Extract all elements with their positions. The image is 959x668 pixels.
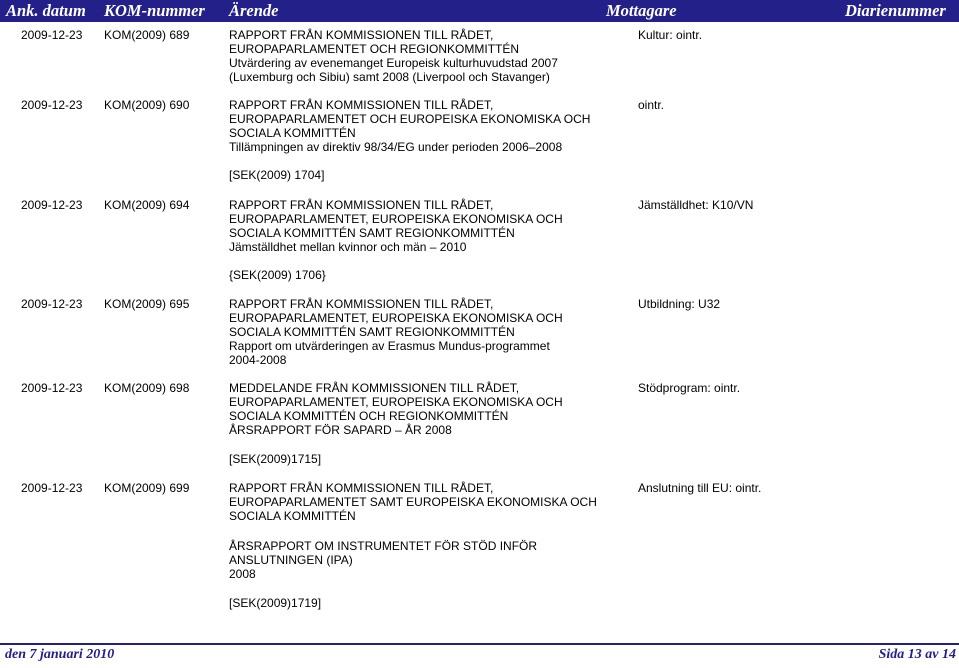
header-kom-nummer: KOM-nummer xyxy=(104,1,205,20)
header-mottagare: Mottagare xyxy=(606,1,677,20)
entry-title-line: EUROPAPARLAMENTET SAMT EUROPEISKA EKONOMISKA OCH xyxy=(229,495,597,509)
header-ank-datum: Ank. datum xyxy=(6,1,86,20)
entry-subtitle-line: 2008 xyxy=(229,567,256,581)
entry-recipient: Utbildning: U32 xyxy=(638,297,721,311)
entry-title-line: EUROPAPARLAMENTET, EUROPEISKA EKONOMISKA OCH xyxy=(229,311,563,325)
entry-title-line: Jämställdhet mellan kvinnor och män – 2010 xyxy=(229,240,467,254)
entry-title-line: RAPPORT FRÅN KOMMISSIONEN TILL RÅDET, xyxy=(229,28,494,42)
entry-recipient: Kultur: ointr. xyxy=(638,28,703,42)
entry-kom-number: KOM(2009) 695 xyxy=(104,297,190,311)
entry-title-line: RAPPORT FRÅN KOMMISSIONEN TILL RÅDET, xyxy=(229,481,494,495)
entry-sek-reference: [SEK(2009)1719] xyxy=(229,596,322,610)
entry-recipient: ointr. xyxy=(638,98,665,112)
entry-kom-number: KOM(2009) 690 xyxy=(104,98,190,112)
entry-title-line: RAPPORT FRÅN KOMMISSIONEN TILL RÅDET, xyxy=(229,198,494,212)
entry-recipient: Anslutning till EU: ointr. xyxy=(638,481,762,495)
header-diarienummer: Diarienummer xyxy=(845,1,946,20)
entry-title-line: SOCIALA KOMMITTÉN SAMT REGIONKOMMITTÉN xyxy=(229,325,515,339)
entry-sek-reference: {SEK(2009) 1706} xyxy=(229,268,326,282)
entry-title-line: Tillämpningen av direktiv 98/34/EG under perioden 2006–2008 xyxy=(229,140,563,154)
entry-title-line: ÅRSRAPPORT FÖR SAPARD – ÅR 2008 xyxy=(229,423,452,437)
header-arende: Ärende xyxy=(229,1,279,20)
entry-sek-reference: [SEK(2009)1715] xyxy=(229,452,322,466)
entry-date: 2009-12-23 xyxy=(21,381,83,395)
entry-subtitle-line: ANSLUTNINGEN (IPA) xyxy=(229,553,353,567)
entry-subtitle-line: ÅRSRAPPORT OM INSTRUMENTET FÖR STÖD INFÖR xyxy=(229,539,538,553)
entry-date: 2009-12-23 xyxy=(21,28,83,42)
entry-title-line: RAPPORT FRÅN KOMMISSIONEN TILL RÅDET, xyxy=(229,98,494,112)
entry-title-line: SOCIALA KOMMITTÉN OCH REGIONKOMMITTÉN xyxy=(229,409,509,423)
entry-date: 2009-12-23 xyxy=(21,481,83,495)
footer-date: den 7 januari 2010 xyxy=(5,647,115,662)
column-header-bar xyxy=(0,0,959,22)
entry-kom-number: KOM(2009) 689 xyxy=(104,28,190,42)
entry-title-line: (Luxemburg och Sibiu) samt 2008 (Liverpool och Stavanger) xyxy=(229,70,550,84)
entry-title-line: SOCIALA KOMMITTÉN xyxy=(229,509,356,523)
entry-kom-number: KOM(2009) 694 xyxy=(104,198,190,212)
entry-date: 2009-12-23 xyxy=(21,198,83,212)
footer-page-number: Sida 13 av 14 xyxy=(878,647,956,662)
entry-title-line: 2004-2008 xyxy=(229,353,287,367)
entry-title-line: Utvärdering av evenemanget Europeisk kulturhuvudstad 2007 xyxy=(229,56,558,70)
entry-title-line: SOCIALA KOMMITTÉN SAMT REGIONKOMMITTÉN xyxy=(229,226,515,240)
entry-title-line: EUROPAPARLAMENTET, EUROPEISKA EKONOMISKA OCH xyxy=(229,212,563,226)
entry-sek-reference: [SEK(2009) 1704] xyxy=(229,168,325,182)
entry-date: 2009-12-23 xyxy=(21,98,83,112)
entry-kom-number: KOM(2009) 698 xyxy=(104,381,190,395)
entry-title-line: EUROPAPARLAMENTET OCH REGIONKOMMITTÉN xyxy=(229,42,520,56)
entry-date: 2009-12-23 xyxy=(21,297,83,311)
entry-title-line: RAPPORT FRÅN KOMMISSIONEN TILL RÅDET, xyxy=(229,297,494,311)
entry-recipient: Jämställdhet: K10/VN xyxy=(638,198,754,212)
entry-kom-number: KOM(2009) 699 xyxy=(104,481,190,495)
entry-recipient: Stödprogram: ointr. xyxy=(638,381,741,395)
entry-title-line: MEDDELANDE FRÅN KOMMISSIONEN TILL RÅDET, xyxy=(229,381,520,395)
footer-divider xyxy=(0,643,959,645)
entry-title-line: EUROPAPARLAMENTET OCH EUROPEISKA EKONOMISKA OCH xyxy=(229,112,591,126)
entry-title-line: SOCIALA KOMMITTÉN xyxy=(229,126,356,140)
entry-title-line: Rapport om utvärderingen av Erasmus Mundus-programmet xyxy=(229,339,550,353)
entry-title-line: EUROPAPARLAMENTET, EUROPEISKA EKONOMISKA OCH xyxy=(229,395,563,409)
